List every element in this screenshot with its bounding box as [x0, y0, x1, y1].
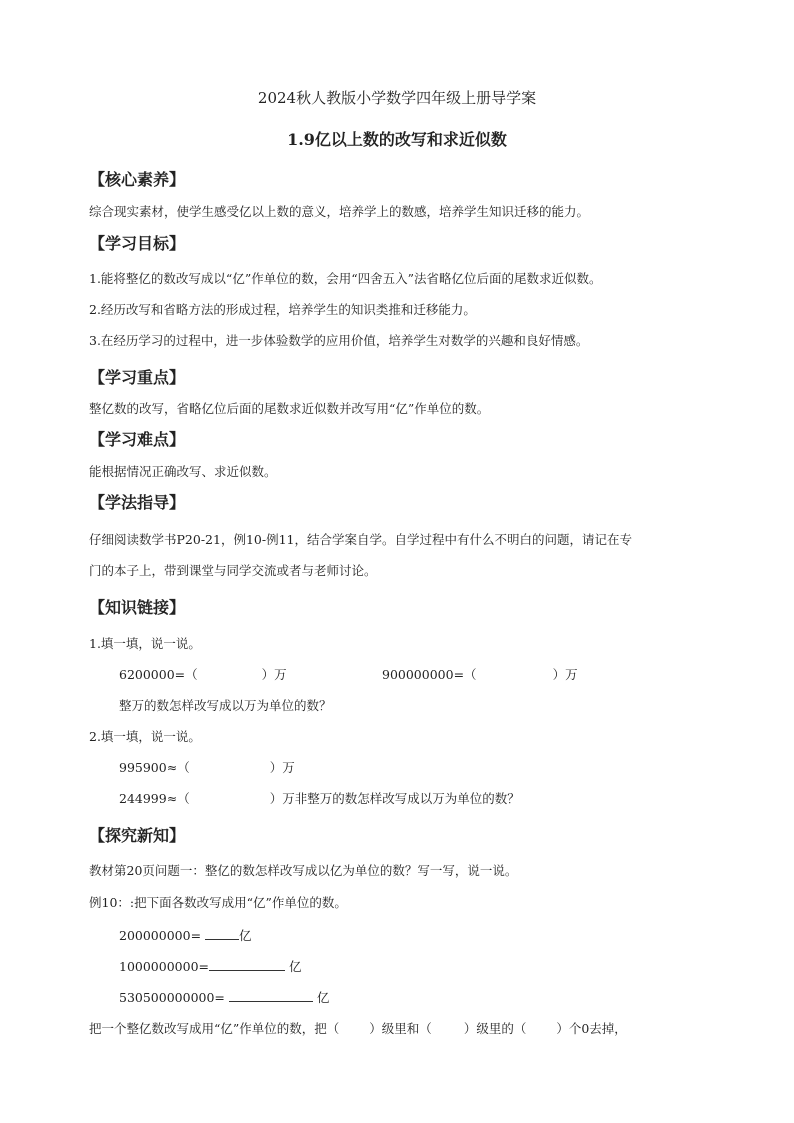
q1-a-left: 6200000=（	[119, 667, 198, 682]
example-row-3	[119, 989, 794, 1006]
e2-number: 1000000000=	[119, 959, 210, 974]
link-q2-row-a	[119, 760, 794, 776]
e2-unit: 亿	[289, 959, 302, 974]
goal-item-1: 1.能将整亿的数改写成以“亿”作单位的数，会用“四舍五入”法省略亿位后面的尾数求近似数。	[89, 271, 602, 286]
link-q2-row-b	[119, 791, 794, 807]
link-q1-label: 1.填一填，说一说。	[89, 636, 201, 651]
e3-number: 530500000000=	[119, 990, 225, 1005]
goal-item-2: 2.经历改写和省略方法的形成过程，培养学生的知识类推和迁移能力。	[89, 302, 476, 317]
link-q2-label: 2.填一填，说一说。	[89, 729, 201, 744]
e3-unit: 亿	[316, 990, 330, 1005]
last-s3: ）级里的（	[463, 1021, 527, 1036]
e1-number: 200000000=	[119, 928, 202, 943]
e1-answer-blank[interactable]	[205, 927, 239, 940]
explore-last-line	[89, 1021, 794, 1037]
method-line-2: 门的本子上，带到课堂与同学交流或者与老师讨论。	[89, 563, 377, 578]
goals-heading: 【学习目标】	[89, 234, 186, 253]
q1-b-left: 900000000=（	[382, 667, 477, 682]
explore-heading: 【探究新知】	[89, 826, 186, 845]
e1-unit: 亿	[239, 928, 252, 943]
link-q1-question: 整万的数怎样改写成以万为单位的数？	[119, 698, 332, 713]
q1-b-right: ）万	[552, 667, 578, 682]
core-heading: 【核心素养】	[89, 170, 186, 189]
q1-a-right: ）万	[261, 667, 287, 682]
q2-b-left: 244999≈（	[119, 791, 190, 806]
lesson-title: 1.9亿以上数的改写和求近似数	[287, 130, 507, 149]
last-s4: ）个0去掉，	[556, 1021, 627, 1036]
core-text: 综合现实素材，使学生感受亿以上数的意义，培养学上的数感，培养学生知识迁移的能力。	[89, 204, 590, 219]
example-10: 例10：:把下面各数改写成用“亿”作单位的数。	[89, 895, 347, 910]
document-title: 2024秋人教版小学数学四年级上册导学案	[257, 89, 537, 107]
key-text: 整亿数的改写，省略亿位后面的尾数求近似数并改写用“亿”作单位的数。	[89, 401, 490, 416]
link-q1-fill-row-b	[382, 667, 794, 683]
e2-answer-blank[interactable]	[209, 958, 285, 971]
method-heading: 【学法指导】	[89, 493, 186, 512]
explore-intro: 教材第20页问题一：整亿的数怎样改写成以亿为单位的数？写一写，说一说。	[89, 863, 518, 878]
method-line-1: 仔细阅读数学书P20-21，例10-例11，结合学案自学。自学过程中有什么不明白的问题，请记在专	[89, 532, 632, 547]
example-row-1	[119, 927, 794, 944]
link-heading: 【知识链接】	[89, 598, 186, 617]
q2-a-left: 995900≈（	[119, 760, 190, 775]
e3-answer-blank[interactable]	[229, 989, 313, 1002]
difficult-text: 能根据情况正确改写、求近似数。	[89, 464, 277, 479]
last-s2: ）级里和（	[369, 1021, 432, 1036]
example-row-2	[119, 958, 794, 975]
key-heading: 【学习重点】	[89, 368, 186, 387]
q2-b-right: ）万非整万的数怎样改写成以万为单位的数？	[269, 791, 520, 806]
q2-a-right: ）万	[269, 760, 295, 775]
last-s1: 把一个整亿数改写成用“亿”作单位的数，把（	[89, 1021, 340, 1036]
goal-item-3: 3.在经历学习的过程中，进一步体验数学的应用价值，培养学生对数学的兴趣和良好情感。	[89, 333, 589, 348]
difficult-heading: 【学习难点】	[89, 430, 186, 449]
